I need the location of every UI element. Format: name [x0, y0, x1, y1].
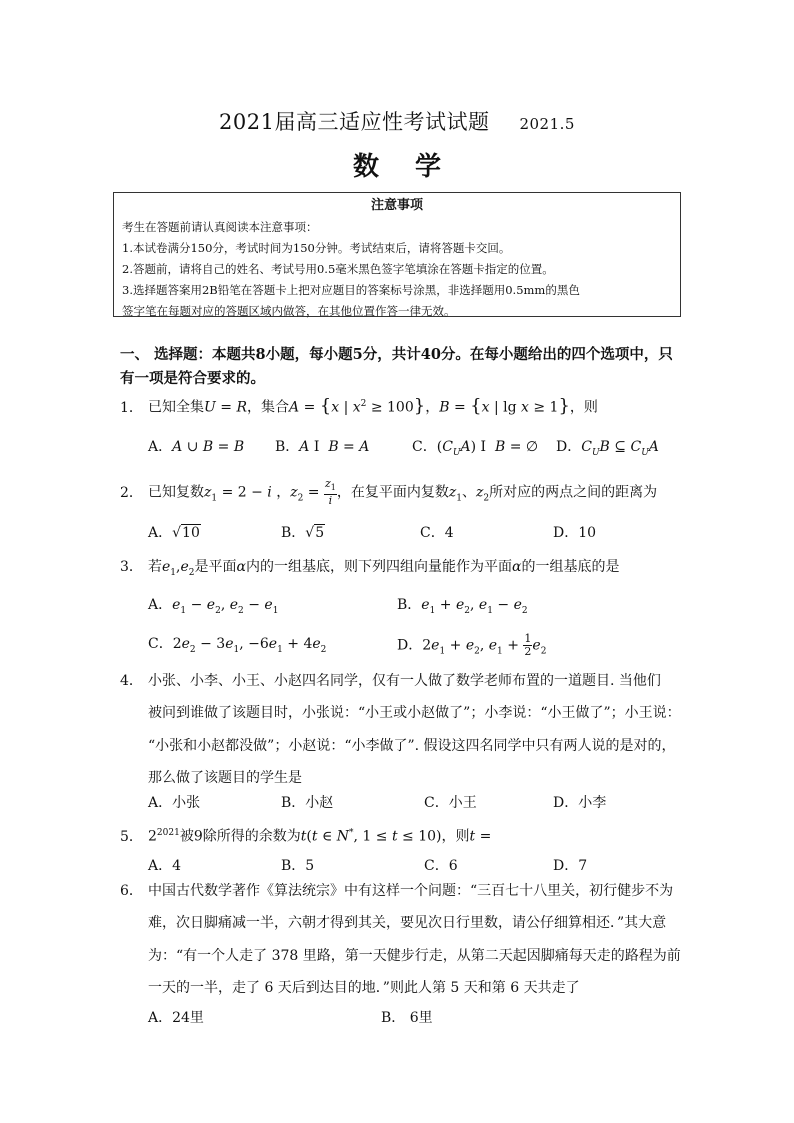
- option-d: D．10: [553, 525, 597, 541]
- option-a: A．$e_1 - e_2$, $e_2 - e_1$: [148, 597, 279, 616]
- option-c: C．6: [424, 858, 458, 874]
- question-text: 是平面: [194, 559, 237, 575]
- question-text: 被9除所得的余数为: [179, 828, 301, 845]
- question-number: 6．: [120, 883, 143, 899]
- option-b: B．√5: [281, 525, 325, 541]
- question-4-line: 那么做了该题目的学生是: [148, 770, 302, 786]
- question-text: ，集合: [247, 399, 289, 416]
- question-6-line: 为：“有一个人走了 378 里路，第一天健步行走，从第二天起因脚痛每天走的路程为前: [148, 948, 681, 964]
- option-d: D．$C_UB$ ⊆ $C_UA$: [556, 439, 659, 458]
- option-b: B． 6里: [381, 1010, 433, 1026]
- question-text: 若: [148, 559, 162, 575]
- option-b: B．小赵: [281, 795, 334, 811]
- question-6-line: 一天的一半，走了 6 天后到达目的地．”则此人第 5 天和第 6 天共走了: [148, 980, 580, 996]
- exam-date: 2021.5: [519, 115, 575, 133]
- option-b: B．A I B = A: [275, 439, 370, 455]
- subject-title: 数学: [352, 152, 477, 182]
- notice-line: 2.答题前，请将自己的姓名、考试号用0.5毫米黑色签字笔填涂在答题卡指定的位置。: [122, 262, 554, 276]
- question-text: ，在复平面内复数: [336, 484, 449, 501]
- question-text: 内的一组基底，则下列四组向量能作为平面: [245, 559, 512, 575]
- question-text: 的一组基底的是: [521, 559, 620, 575]
- question-text: 所对应的两点之间的距离为: [489, 484, 658, 501]
- question-1: 1． 已知全集U = R，集合A = {x | $x^2 \ge 100$}，B = {x | lg x ≥ 1}，则: [120, 395, 598, 417]
- question-number: 2．: [120, 484, 143, 501]
- option-b: B．5: [281, 858, 315, 874]
- option-c: C．4: [420, 525, 454, 541]
- option-a: A．A ∪ B = B: [148, 439, 245, 455]
- question-text: 已知复数: [148, 484, 204, 501]
- option-d: D．$2e_1 + e_2$, $e_1$ + $\frac{1}{2}$ $e_2$: [397, 632, 547, 658]
- notice-line: 考生在答题前请认真阅读本注意事项：: [122, 220, 318, 234]
- question-2: 2． 已知复数$z_1 = 2 - i$ ，$z_2$ = $\frac{z_1}{i}$ ，在复平面内复数$z_1$、$z_2$所对应的两点之间的距离为: [120, 477, 658, 508]
- option-a: A．√10: [148, 525, 200, 541]
- exponent: 2021: [156, 828, 180, 838]
- question-4-line: “小张和小赵都没做”；小赵说：“小李做了”. 假设这四名同学中只有两人说的是对的，: [148, 738, 676, 754]
- exam-title-line: [0, 106, 794, 136]
- notice-title: 注意事项: [370, 198, 423, 213]
- question-5: 5． $2^{2021}$被9除所得的余数为t(t ∈ N*, 1 ≤ t ≤ 10)，则t =: [120, 822, 700, 848]
- notice-line: 3.选择题答案用2B铅笔在答题卡上把对应题目的答案标号涂黑，非选择题用0.5mm的黑色: [122, 283, 580, 297]
- notice-line: 1.本试卷满分150分，考试时间为150分钟。考试结束后，请将答题卡交回。: [122, 241, 511, 255]
- question-4-line: 被问到谁做了该题目时，小张说：“小王或小赵做了”；小李说：“小王做了”；小王说：: [148, 705, 681, 721]
- question-text: ，则: [569, 399, 598, 416]
- option-d: D．小李: [553, 795, 607, 811]
- question-text: ，: [425, 399, 440, 416]
- question-text: 已知全集: [148, 399, 204, 416]
- option-a: A．小张: [148, 795, 201, 811]
- option-c: C．$(C_UA)$ I B = ∅: [412, 439, 539, 458]
- question-3: 3． 若$e_1,e_2$是平面α内的一组基底，则下列四组向量能作为平面α的一组基底的是: [120, 556, 700, 584]
- question-4: [120, 670, 700, 692]
- section-heading-line: 一、 选择题：本题共8小题，每小题5分，共计40分。在每小题给出的四个选项中，只: [120, 346, 673, 363]
- question-number: 5．: [120, 828, 143, 845]
- question-number: 4．: [120, 673, 143, 689]
- question-text: 小张、小李、小王、小赵四名同学，仅有一人做了数学老师布置的一道题目. 当他们: [148, 673, 661, 689]
- notice-box: [113, 192, 681, 317]
- option-c: C．小王: [424, 795, 477, 811]
- exam-title: 2021届高三适应性考试试题: [219, 110, 490, 134]
- option-c: C．$2e_2 - 3e_1$, $-6e_1 + 4e_2$: [148, 636, 327, 655]
- question-text: ，则: [441, 828, 470, 845]
- notice-line: 签字笔在每题对应的答题区域内做答，在其他位置作答一律无效。: [122, 304, 456, 318]
- option-b: B．$e_1 + e_2$, $e_1 - e_2$: [397, 597, 528, 616]
- section-heading: [120, 343, 688, 391]
- section-heading-line: 有一项是符合要求的。: [120, 370, 265, 387]
- question-6: [120, 880, 700, 902]
- question-text: 2: [148, 828, 157, 845]
- option-a: A．4: [148, 858, 182, 874]
- option-d: D．7: [553, 858, 588, 874]
- question-number: 3．: [120, 559, 143, 575]
- question-6-line: 难，次日脚痛减一半，六朝才得到其关，要见次日行里数，请公仔细算相还．”其大意: [148, 915, 667, 931]
- option-a: A．24里: [148, 1010, 204, 1026]
- question-number: 1．: [120, 399, 143, 416]
- question-text: 中国古代数学著作《算法统宗》中有这样一个问题：“三百七十八里关，初行健步不为: [148, 883, 674, 899]
